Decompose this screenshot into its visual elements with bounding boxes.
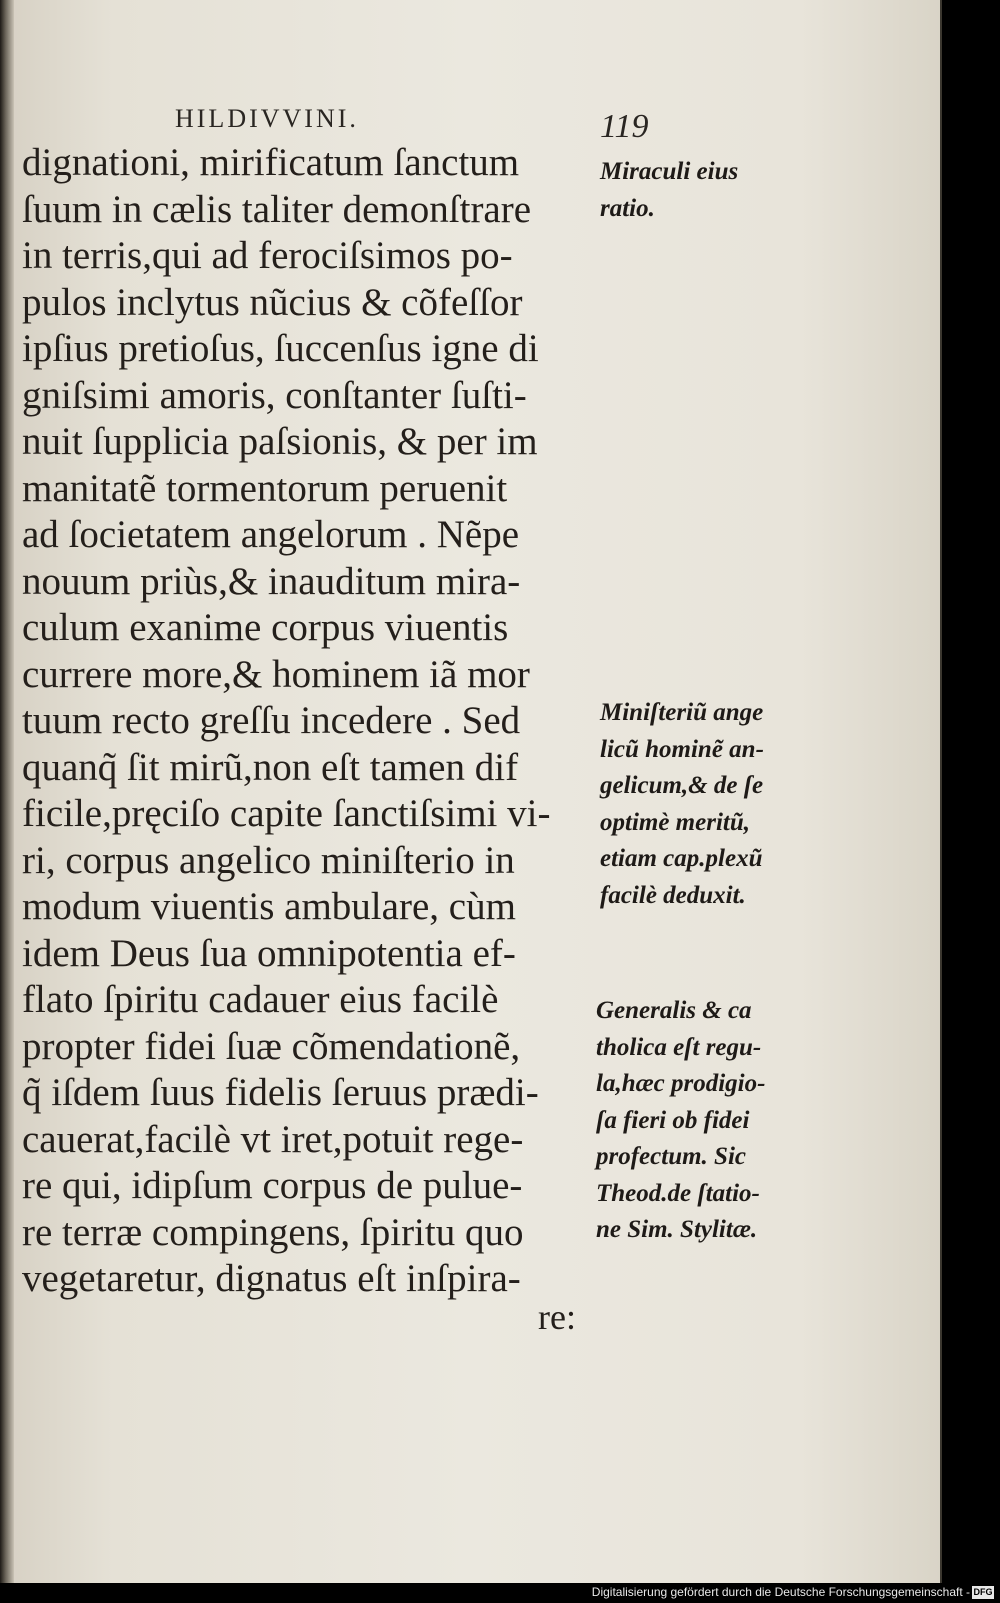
text-line: ri, corpus angelico miniſterio in (22, 838, 515, 882)
text-line: flato ſpiritu cadauer eius facilè (22, 978, 499, 1021)
text-line: pulos inclytus nũcius & cõfeſſor (22, 280, 523, 324)
marginal-note-line: ratio. (600, 194, 655, 222)
catchword: re: (538, 1297, 576, 1337)
text-line: q̃ iſdem ſuus fidelis ſeruus prædi- (22, 1071, 539, 1114)
text-line: gniſsimi amoris, conſtanter ſuſti- (22, 373, 527, 417)
text-line: re qui, idipſum corpus de pulue- (22, 1164, 523, 1207)
text-line: in terris,qui ad ferociſsimos po- (22, 234, 513, 277)
text-line: re terræ compingens, ſpiritu quo (22, 1210, 524, 1254)
digitization-credit: Digitalisierung gefördert durch die Deutsche Forschungsgemeinschaft - (591, 1585, 970, 1599)
marginal-note (600, 154, 738, 227)
text-line: quanq̃ ſit mirũ,non eſt tamen dif (22, 745, 519, 789)
page-number: 119 (600, 108, 649, 145)
text-line: manitatẽ tormentorum peruenit (22, 466, 508, 510)
text-line: idem Deus ſua omnipotentia ef- (22, 931, 516, 975)
text-line: propter fidei ſuæ cõmendationẽ, (22, 1024, 521, 1068)
text-line: nouum priùs,& inauditum mira- (22, 559, 521, 603)
page-binding-edge (0, 0, 14, 1583)
text-line: culum exanime corpus viuentis (22, 606, 509, 649)
marginal-note-line: etiam cap.plexũ (600, 845, 763, 872)
text-line: ſuum in cælis taliter demonſtrare (22, 187, 532, 231)
marginal-note (600, 695, 764, 914)
marginal-note-line: Miniſteriũ ange (600, 699, 764, 726)
main-text-block (22, 140, 602, 1303)
text-line: tuum recto greſſu incedere . Sed (22, 699, 521, 742)
text-line: dignationi, mirificatum ſanctum (22, 141, 520, 184)
text-line: ad ſocietatem angelorum . Nẽpe (22, 513, 520, 556)
marginal-note-line: la,hæc prodigio- (596, 1070, 766, 1097)
text-line: vegetaretur, dignatus eſt inſpira- (22, 1257, 521, 1300)
text-line: ficile,pręciſo capite ſanctiſsimi vi- (22, 792, 551, 835)
marginal-note-line: optimè meritũ, (600, 808, 750, 836)
running-title: HILDIVVINI. (175, 104, 359, 133)
marginal-note-line: profectum. Sic (596, 1143, 746, 1170)
marginal-note-line: licũ hominẽ an- (600, 735, 764, 763)
text-line: cauerat,facilè vt iret,potuit rege- (22, 1117, 524, 1161)
marginal-note (596, 993, 765, 1249)
marginal-note-line: Generalis & ca (596, 997, 752, 1024)
text-line: ipſius pretioſus, ſuccenſus igne di (22, 327, 539, 370)
marginal-note-line: ne Sim. Stylitæ. (596, 1216, 758, 1243)
marginal-note-line: Miraculi eius (600, 158, 739, 185)
marginal-note-line: tholica eſt regu- (596, 1033, 762, 1061)
dfg-logo: DFG (973, 1587, 993, 1597)
marginal-note-line: ſa fieri ob fidei (596, 1106, 750, 1134)
marginal-note-line: gelicum,& de ſe (600, 772, 764, 799)
marginal-note-line: facilè deduxit. (600, 881, 746, 909)
marginal-note-line: Theod.de ſtatio- (596, 1179, 760, 1207)
text-line: currere more,& hominem iã mor (22, 652, 530, 696)
text-line: nuit ſupplicia paſsionis, & per im (22, 420, 538, 463)
text-line: modum viuentis ambulare, cùm (22, 885, 516, 928)
